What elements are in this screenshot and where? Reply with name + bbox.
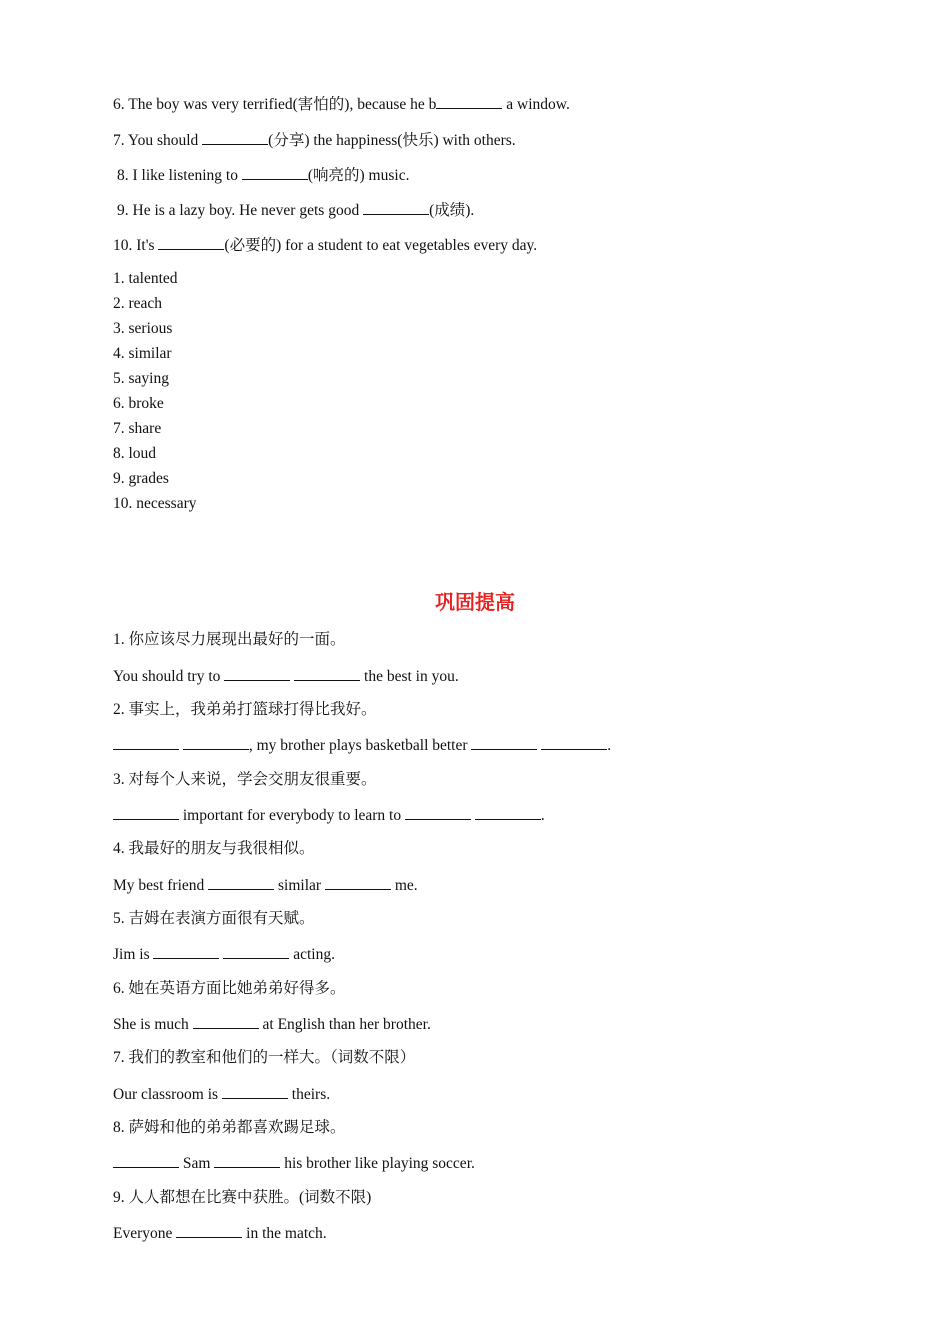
question-6: 6. The boy was very terrified(害怕的), because he b a window. xyxy=(113,96,570,113)
answer-item: 3. serious xyxy=(113,320,173,337)
answer-blank[interactable] xyxy=(436,94,502,109)
translation-prompt-2: 2. 事实上，我弟弟打篮球打得比我好。 xyxy=(113,701,377,718)
translation-prompt-1: 1. 你应该尽力展现出最好的一面。 xyxy=(113,631,346,648)
translation-prompt-6: 6. 她在英语方面比她弟弟好得多。 xyxy=(113,980,346,997)
translation-prompt-7: 7. 我们的教室和他们的一样大。（词数不限） xyxy=(113,1049,416,1066)
answer-item: 5. saying xyxy=(113,370,169,387)
answer-item: 9. grades xyxy=(113,470,169,487)
translation-answer-5: Jim is acting. xyxy=(113,946,335,963)
translation-answer-6: She is much at English than her brother. xyxy=(113,1016,431,1033)
translation-answer-7: Our classroom is theirs. xyxy=(113,1086,331,1103)
translation-answer-9: Everyone in the match. xyxy=(113,1225,327,1242)
question-7: 7. You should (分享) the happiness(快乐) with others. xyxy=(113,132,516,149)
answer-item: 8. loud xyxy=(113,445,157,462)
translation-answer-2: , my brother plays basketball better . xyxy=(113,735,611,756)
answer-blank[interactable] xyxy=(202,130,268,145)
answer-item: 2. reach xyxy=(113,295,163,312)
answer-blank[interactable] xyxy=(363,200,429,215)
answer-blank[interactable] xyxy=(183,735,249,750)
translation-prompt-9: 9. 人人都想在比赛中获胜。(词数不限) xyxy=(113,1189,372,1206)
answer-blank[interactable] xyxy=(224,666,290,681)
answer-blank[interactable] xyxy=(176,1223,242,1238)
answer-blank[interactable] xyxy=(541,735,607,750)
answer-item: 7. share xyxy=(113,420,162,437)
question-10: 10. It's (必要的) for a student to eat vegetables every day. xyxy=(113,237,538,254)
answer-blank[interactable] xyxy=(222,1084,288,1099)
translation-answer-1: You should try to the best in you. xyxy=(113,668,459,685)
answer-blank[interactable] xyxy=(113,735,179,750)
answer-blank[interactable] xyxy=(242,165,308,180)
answer-blank[interactable] xyxy=(223,944,289,959)
answer-blank[interactable] xyxy=(113,805,179,820)
translation-prompt-3: 3. 对每个人来说，学会交朋友很重要。 xyxy=(113,771,377,788)
translation-answer-8: Sam his brother like playing soccer. xyxy=(113,1153,475,1174)
translation-answer-4: My best friend similar me. xyxy=(113,877,418,894)
answer-item: 1. talented xyxy=(113,270,178,287)
answer-blank[interactable] xyxy=(153,944,219,959)
answer-blank[interactable] xyxy=(208,875,274,890)
translation-prompt-4: 4. 我最好的朋友与我很相似。 xyxy=(113,840,315,857)
question-9: 9. He is a lazy boy. He never gets good (成绩). xyxy=(117,202,475,219)
answer-blank[interactable] xyxy=(158,235,224,250)
answer-blank[interactable] xyxy=(325,875,391,890)
translation-prompt-8: 8. 萨姆和他的弟弟都喜欢踢足球。 xyxy=(113,1119,346,1136)
answer-blank[interactable] xyxy=(471,735,537,750)
answer-item: 6. broke xyxy=(113,395,164,412)
translation-answer-3: important for everybody to learn to . xyxy=(113,805,545,826)
answer-blank[interactable] xyxy=(193,1014,259,1029)
answer-blank[interactable] xyxy=(475,805,541,820)
translation-prompt-5: 5. 吉姆在表演方面很有天赋。 xyxy=(113,910,315,927)
question-8: 8. I like listening to (响亮的) music. xyxy=(117,167,410,184)
answer-blank[interactable] xyxy=(405,805,471,820)
answer-item: 4. similar xyxy=(113,345,172,362)
answer-item: 10. necessary xyxy=(113,495,197,512)
section-title: 巩固提高 xyxy=(435,590,515,614)
answer-blank[interactable] xyxy=(113,1153,179,1168)
answer-blank[interactable] xyxy=(214,1153,280,1168)
answer-blank[interactable] xyxy=(294,666,360,681)
